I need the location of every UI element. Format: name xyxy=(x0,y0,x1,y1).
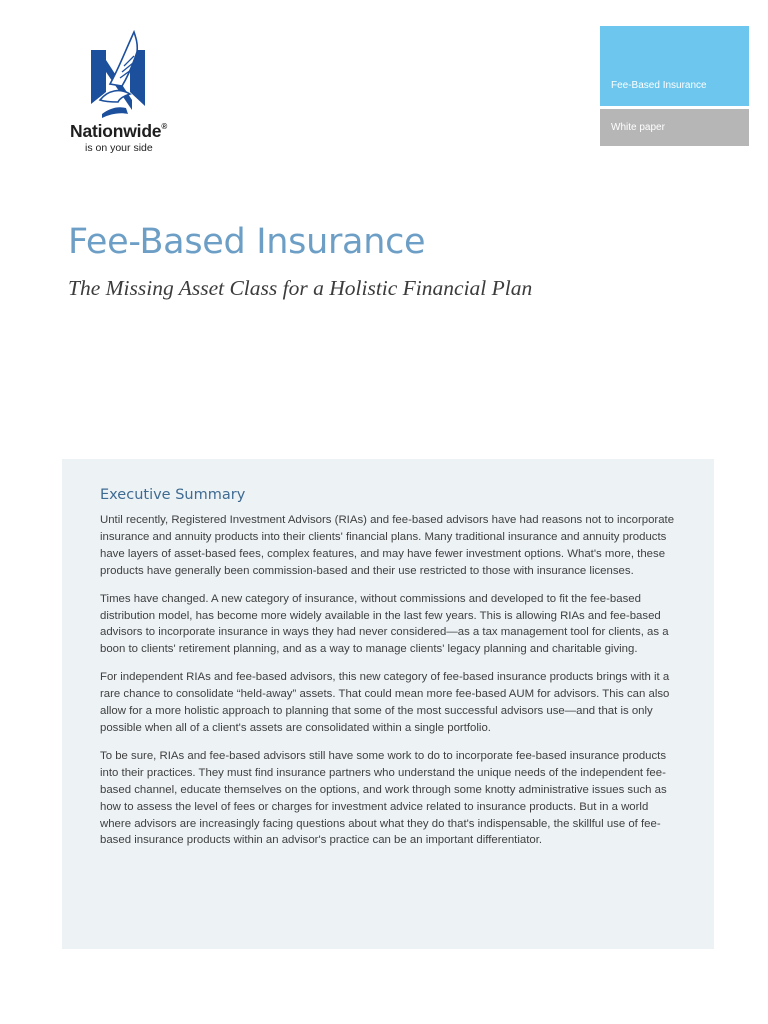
document-subtitle: The Missing Asset Class for a Holistic Financial Plan xyxy=(68,276,533,300)
executive-summary-box xyxy=(62,459,714,949)
registered-mark: ® xyxy=(161,122,168,131)
brand-tagline: is on your side xyxy=(85,142,153,154)
summary-paragraph-1: Until recently, Registered Investment Advisors (RIAs) and fee-based advisors have had reasons not to incorporate insurance and annuity products into their clients' financial plans. Many traditional insurance and annuity products have layers of asset-based fees, complex features, and may have fewer investment options. What's more, these products have generally been commission-based and their use restricted to those with insurance licenses. xyxy=(100,514,675,577)
nationwide-logo xyxy=(68,26,188,158)
category-tag: Fee-Based Insurance xyxy=(600,26,749,106)
executive-summary-heading: Executive Summary xyxy=(100,487,246,503)
document-type-tag: White paper xyxy=(600,109,749,146)
document-title: Fee-Based Insurance xyxy=(68,222,426,262)
summary-paragraph-4: To be sure, RIAs and fee-based advisors still have some work to do to incorporate fee-based insurance products into their practices. They must find insurance partners who understand the unique needs of the independent fee-based channel, educate themselves on the options, and work through some knotty administrative issues such as how to assess the level of fees or charges for investment advice related to insurance products. But in a world where advisors are increasingly facing questions about what they do that's indispensable, the skillful use of fee-based insurance products within an advisor's practice can be an important differentiator. xyxy=(100,749,667,847)
summary-paragraph-3: For independent RIAs and fee-based advisors, this new category of fee-based insurance products brings with it a rare chance to consolidate “held-away” assets. That could mean more fee-based AUM for advisors. This can also allow for a more holistic approach to planning that some of the most successful advisors use—and that is only possible when all of a client's assets are consolidated within a single portfolio. xyxy=(100,671,670,734)
summary-paragraph-2: Times have changed. A new category of insurance, without commissions and developed to fit the fee-based distribution model, has become more widely available in the last few years. This is allowing RIAs and fee-based advisors to incorporate insurance in ways they had never considered—as a tax management tool for clients, as a boon to clients' retirement planning, and as a way to manage clients' legacy planning and charitable giving. xyxy=(100,592,669,656)
brand-name: Nationwide® xyxy=(70,121,168,141)
nationwide-eagle-n-logo-icon xyxy=(88,26,154,122)
